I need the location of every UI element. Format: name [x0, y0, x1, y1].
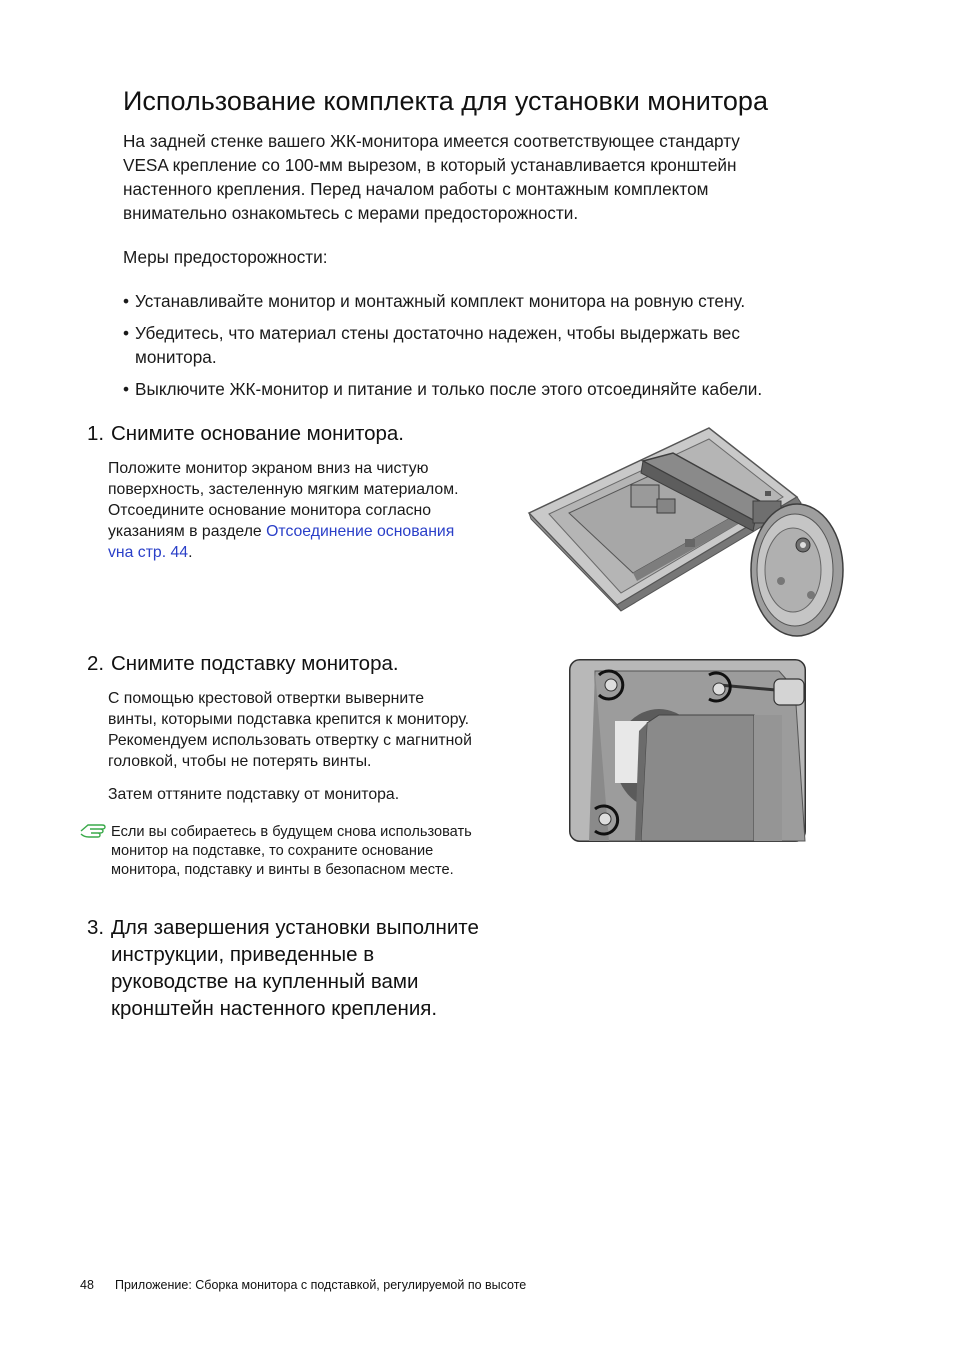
- step1-line: Положите монитор экраном вниз на чистую: [108, 460, 429, 477]
- list-item: [123, 321, 863, 369]
- step1-line-prefix: указаниям в разделе: [108, 523, 267, 540]
- list-item: [123, 377, 863, 401]
- step3-line: Для завершения установки выполните: [111, 916, 479, 939]
- step1-line: поверхность, застеленную мягким материалом.: [108, 481, 459, 498]
- note-line: монитор на подставке, то сохраните основание: [111, 843, 434, 859]
- bullet-line: монитора.: [135, 347, 217, 367]
- bullet-dot: •: [123, 323, 130, 343]
- step1-line: Отсоедините основание монитора согласно: [108, 502, 432, 519]
- intro-line: настенного крепления. Перед началом работы с монтажным комплектом: [123, 179, 709, 199]
- bullet-line: Убедитесь, что материал стены достаточно надежен, чтобы выдержать вес: [135, 323, 740, 343]
- step-title: Снимите основание монитора.: [111, 422, 405, 445]
- note-line: монитора, подставку и винты в безопасном месте.: [111, 862, 454, 878]
- cautions-list: [123, 289, 863, 409]
- monitor-base-illustration: [525, 425, 850, 640]
- step1-body: [108, 458, 518, 563]
- step1-line-4: [108, 521, 518, 542]
- intro-line: внимательно ознакомьтесь с мерами предосторожности.: [123, 203, 579, 223]
- step-number: 2.: [87, 652, 105, 675]
- step3-block: [87, 914, 547, 1026]
- step3-text: [111, 914, 479, 1022]
- step-number: 1.: [87, 422, 105, 445]
- step2-line: головкой, чтобы не потерять винты.: [108, 753, 372, 770]
- step2-body: [108, 688, 528, 772]
- step2-after: Затем оттяните подставку от монитора.: [108, 786, 400, 803]
- step2-line: Рекомендуем использовать отвертку с магнитной: [108, 732, 472, 749]
- bullet-dot: •: [123, 291, 130, 311]
- note-hand-icon: [80, 821, 108, 839]
- step3-line: кронштейн настенного крепления.: [111, 997, 438, 1020]
- bullet-dot: •: [123, 379, 130, 399]
- stand-screws-image: [569, 659, 806, 842]
- note-line: Если вы собираетесь в будущем снова использовать: [111, 824, 472, 840]
- step3-line: инструкции, приведенные в: [111, 943, 375, 966]
- intro-line: VESA крепление со 100-мм вырезом, в который устанавливается кронштейн: [123, 155, 737, 175]
- bullet-line: Устанавливайте монитор и монтажный комплект монитора на ровную стену.: [135, 291, 746, 311]
- intro-line: На задней стенке вашего ЖК-монитора имеется соответствующее стандарту: [123, 131, 740, 151]
- step2-heading: [87, 650, 507, 678]
- step2-line: С помощью крестовой отвертки выверните: [108, 690, 425, 707]
- note-text: [111, 823, 531, 880]
- page-ref-link[interactable]: vна стр. 44: [108, 544, 189, 561]
- page-title: Использование комплекта для установки монитора: [123, 86, 768, 116]
- page-number: 48: [80, 1278, 94, 1292]
- step1-line-suffix: .: [188, 544, 193, 561]
- detach-base-link[interactable]: Отсоединение основания: [266, 523, 455, 540]
- step1-heading: [87, 420, 507, 448]
- cautions-label: Меры предосторожности:: [123, 247, 328, 267]
- intro-paragraph: [123, 129, 843, 225]
- monitor-base-image: [525, 425, 850, 640]
- step-number: 3.: [87, 916, 105, 939]
- list-item: [123, 289, 863, 313]
- step2-line: винты, которыми подставка крепится к монитору.: [108, 711, 470, 728]
- bullet-line: Выключите ЖК-монитор и питание и только после этого отсоединяйте кабели.: [135, 379, 763, 399]
- step1-line-5: [108, 542, 518, 563]
- stand-screws-illustration: [569, 659, 806, 842]
- step3-line: руководстве на купленный вами: [111, 970, 419, 993]
- step-title: Снимите подставку монитора.: [111, 652, 399, 675]
- footer-text: Приложение: Сборка монитора с подставкой, регулируемой по высоте: [115, 1278, 527, 1292]
